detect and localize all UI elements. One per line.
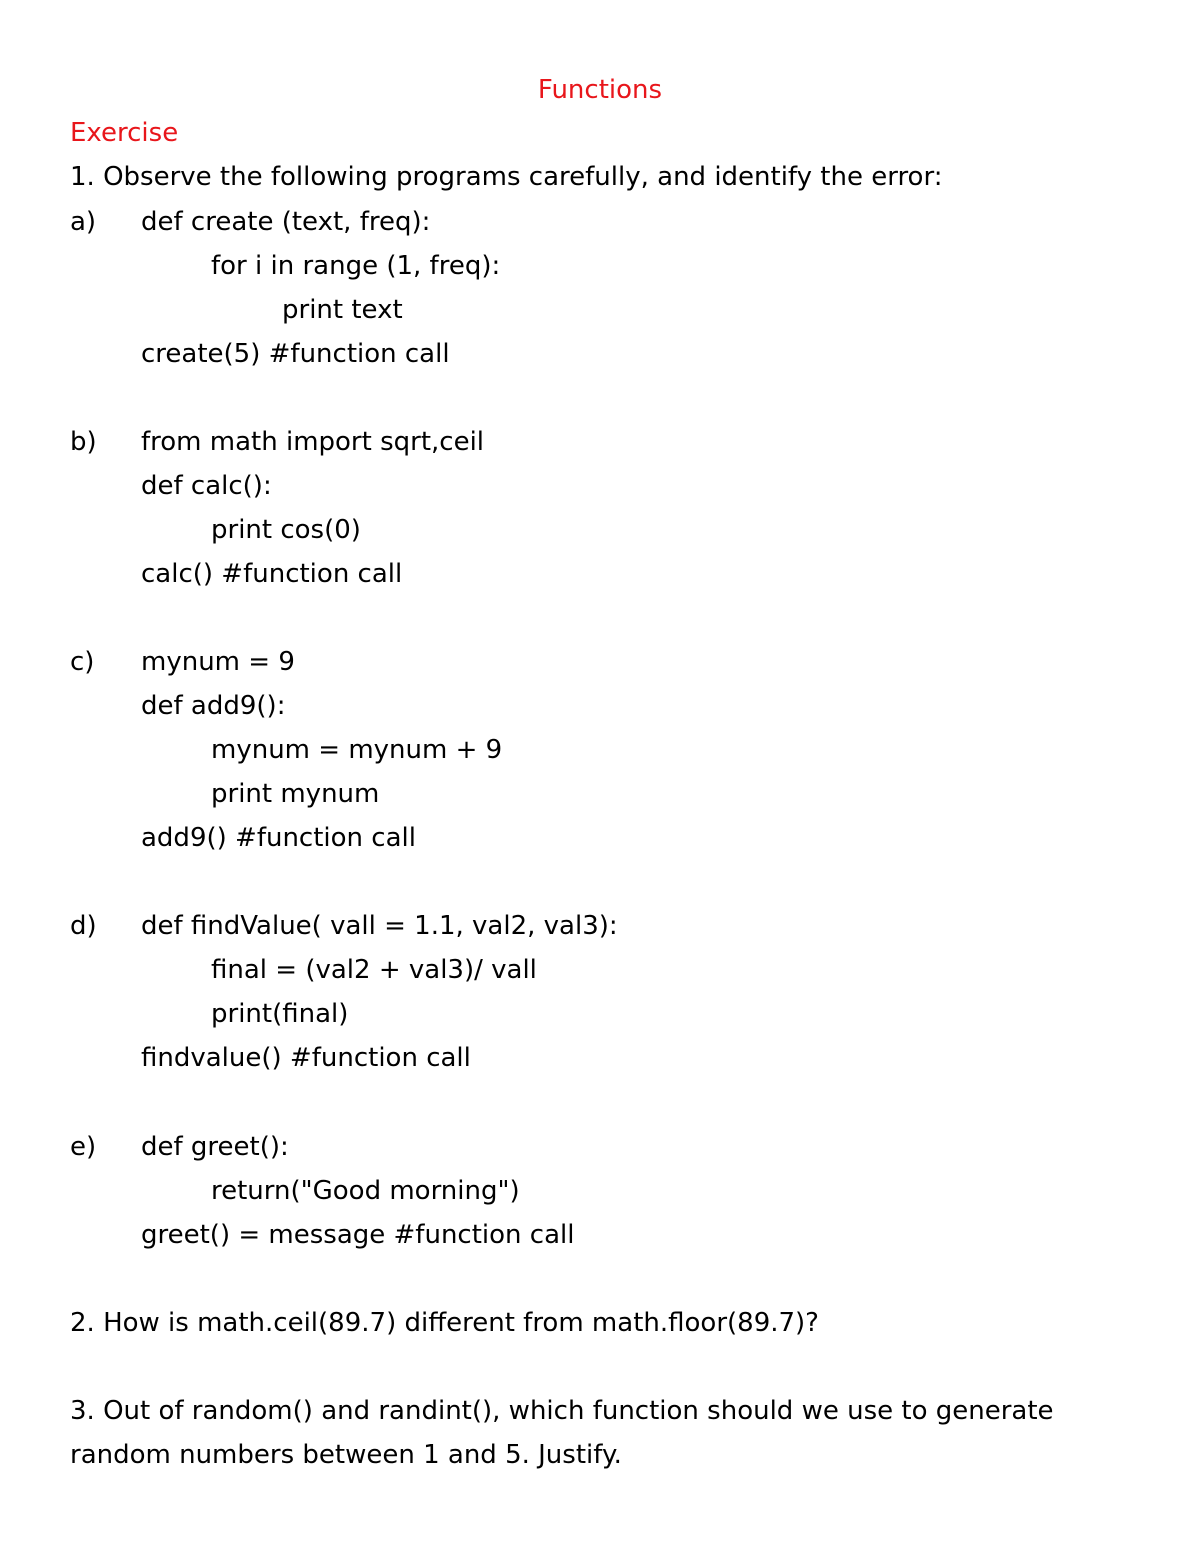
code-line: def create (text, freq): bbox=[141, 207, 431, 237]
code-line: print(final) bbox=[211, 999, 349, 1029]
code-line: def findValue( vall = 1.1, val2, val3): bbox=[141, 911, 618, 941]
question-3-line-1: 3. Out of random() and randint(), which function should we use to generate bbox=[70, 1396, 1054, 1426]
code-line: def greet(): bbox=[141, 1132, 289, 1162]
part-b-label: b) bbox=[70, 427, 97, 457]
code-line: def add9(): bbox=[141, 691, 286, 721]
code-line: greet() = message #function call bbox=[141, 1220, 575, 1250]
part-d-label: d) bbox=[70, 911, 97, 941]
code-line: create(5) #function call bbox=[141, 339, 450, 369]
code-line: final = (val2 + val3)/ vall bbox=[211, 955, 537, 985]
code-line: return("Good morning") bbox=[211, 1176, 520, 1206]
question-3-line-2: random numbers between 1 and 5. Justify. bbox=[70, 1440, 622, 1470]
code-line: def calc(): bbox=[141, 471, 272, 501]
code-line: mynum = mynum + 9 bbox=[211, 735, 503, 765]
code-line: calc() #function call bbox=[141, 559, 403, 589]
code-line: mynum = 9 bbox=[141, 647, 295, 677]
code-line: for i in range (1, freq): bbox=[211, 251, 501, 281]
page-title: Functions bbox=[537, 75, 663, 105]
code-line: findvalue() #function call bbox=[141, 1043, 471, 1073]
code-line: from math import sqrt,ceil bbox=[141, 427, 485, 457]
question-1: 1. Observe the following programs carefully, and identify the error: bbox=[70, 162, 943, 192]
code-line: print cos(0) bbox=[211, 515, 361, 545]
part-c-label: c) bbox=[70, 647, 95, 677]
part-e-label: e) bbox=[70, 1132, 97, 1162]
part-a-label: a) bbox=[70, 207, 97, 237]
code-line: print text bbox=[282, 295, 403, 325]
section-heading: Exercise bbox=[70, 118, 179, 148]
code-line: add9() #function call bbox=[141, 823, 416, 853]
code-line: print mynum bbox=[211, 779, 380, 809]
question-2: 2. How is math.ceil(89.7) different from math.floor(89.7)? bbox=[70, 1308, 819, 1338]
